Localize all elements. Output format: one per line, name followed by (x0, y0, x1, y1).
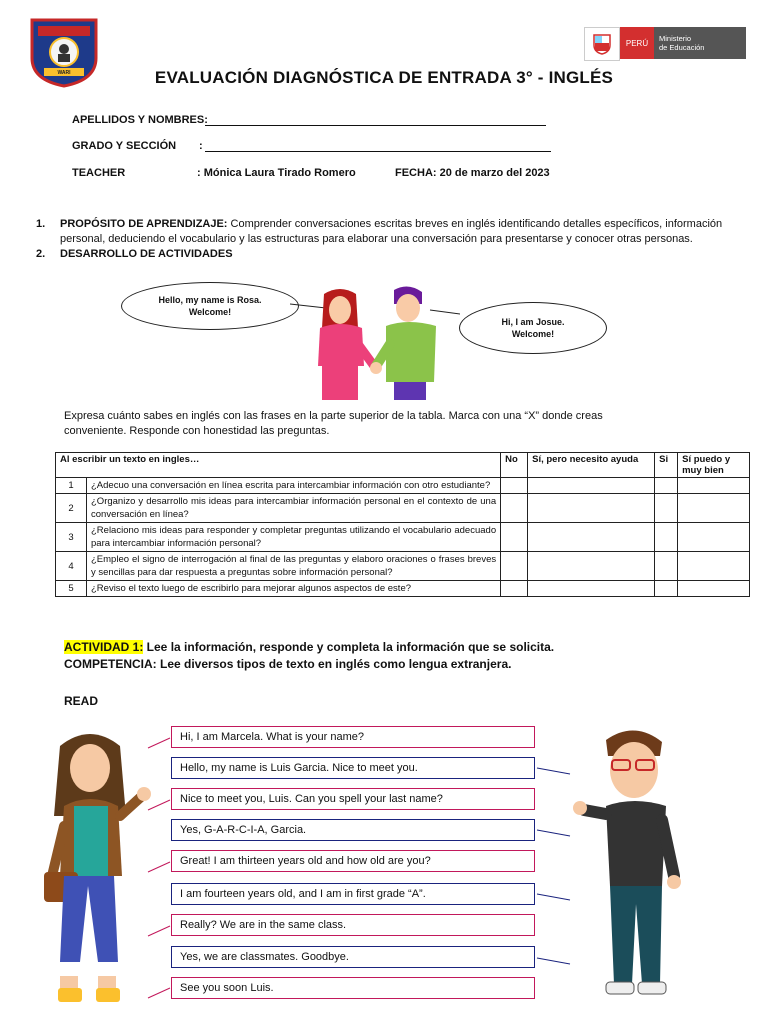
date-value: FECHA: 20 de marzo del 2023 (395, 167, 550, 179)
ministry-name-line-1: Ministerio (659, 34, 692, 43)
read-heading: READ (64, 694, 99, 708)
cell-no[interactable] (501, 552, 528, 581)
dialogue-line-1: Hi, I am Marcela. What is your name? (171, 726, 535, 748)
col-header-statement: Al escribir un texto en ingles… (56, 453, 501, 478)
section-2-number: 2. (36, 248, 46, 260)
dialogue-line-5: Great! I am thirteen years old and how old are you? (171, 850, 535, 872)
row-question: ¿Adecuo una conversación en línea escrita para intercambiar información con otro estudiante? (87, 478, 501, 494)
page-title: EVALUACIÓN DIAGNÓSTICA DE ENTRADA 3° - INGLÉS (154, 68, 614, 87)
row-number: 1 (56, 478, 87, 494)
col-header-yes-well: Sí puedo y muy bien (678, 453, 750, 478)
bubble-rosa-line-1: Hello, my name is Rosa. (158, 295, 262, 305)
cell-yes[interactable] (655, 581, 678, 597)
row-number: 3 (56, 523, 87, 552)
bubble-josue-line-1: Hi, I am Josue. (501, 317, 565, 327)
cell-yes-well[interactable] (678, 478, 750, 494)
section-1-text: Comprender conversaciones escritas breves en inglés identificando detalles específicos, información personal, deduciendo el vocabulario y las estructuras para elaborar una conversación para presentarse y conocer otras personas. (60, 218, 723, 245)
table-row (56, 523, 750, 552)
cell-yes-well[interactable] (678, 581, 750, 597)
row-number: 5 (56, 581, 87, 597)
ministry-logo (584, 27, 746, 59)
table-row (56, 552, 750, 581)
table-instructions: Expresa cuánto sabes en inglés con las frases en la parte superior de la tabla. Marca con una “X” donde creas conveniente. Responde con honestidad las preguntas. (64, 410, 603, 437)
bubble-josue-line-2: Welcome! (511, 329, 555, 339)
dialogue-line-8: Yes, we are classmates. Goodbye. (171, 946, 535, 968)
cell-yes-help[interactable] (528, 552, 655, 581)
col-header-yes: Si (655, 453, 678, 478)
teacher-value: : Mónica Laura Tirado Romero (197, 167, 356, 179)
section-2-label: DESARROLLO DE ACTIVIDADES (60, 248, 233, 260)
bubble-rosa-line-2: Welcome! (188, 307, 232, 317)
name-field[interactable] (205, 115, 546, 126)
cell-yes[interactable] (655, 494, 678, 523)
activity-text: Lee la información, responde y completa la información que se solicita. (143, 640, 555, 654)
dialogue-line-4: Yes, G-A-R-C-I-A, Garcia. (171, 819, 535, 841)
activity-label: ACTIVIDAD 1: (64, 640, 144, 654)
row-question: ¿Organizo y desarrollo mis ideas para intercambiar información personal en el contexto de una conversación en línea? (87, 494, 501, 523)
col-header-no: No (501, 453, 528, 478)
cell-no[interactable] (501, 581, 528, 597)
table-header-row (56, 453, 750, 478)
cell-yes-well[interactable] (678, 552, 750, 581)
cell-yes-help[interactable] (528, 494, 655, 523)
cell-no[interactable] (501, 523, 528, 552)
cell-yes-help[interactable] (528, 581, 655, 597)
grade-field[interactable] (205, 141, 551, 152)
activity-instruction (64, 640, 554, 654)
row-number: 4 (56, 552, 87, 581)
dialogue-connectors (140, 726, 580, 1006)
section-1-label: PROPÓSITO DE APRENDIZAJE: (60, 218, 228, 230)
dialogue-line-9: See you soon Luis. (171, 977, 535, 999)
col-header-yes-help: Sí, pero necesito ayuda (528, 453, 655, 478)
self-evaluation-table (55, 452, 750, 597)
ministry-name (654, 27, 746, 59)
cell-yes-well[interactable] (678, 523, 750, 552)
cell-yes[interactable] (655, 478, 678, 494)
grade-label: GRADO Y SECCIÓN (72, 140, 177, 152)
luis-illustration (570, 726, 690, 1002)
name-label: APELLIDOS Y NOMBRES: (72, 114, 208, 126)
teacher-label: TEACHER (72, 167, 126, 179)
rosa-josue-illustration (290, 286, 460, 402)
section-1-purpose (60, 217, 750, 247)
speech-bubble-rosa (121, 282, 299, 330)
dialogue-line-2: Hello, my name is Luis Garcia. Nice to meet you. (171, 757, 535, 779)
competence-line (64, 657, 511, 671)
row-number: 2 (56, 494, 87, 523)
grade-colon: : (199, 140, 203, 152)
svg-text:WARI: WARI (57, 70, 71, 76)
dialogue-line-3: Nice to meet you, Luis. Can you spell your last name? (171, 788, 535, 810)
row-question: ¿Reviso el texto luego de escribirlo para mejorar algunos aspectos de este? (87, 581, 501, 597)
cell-no[interactable] (501, 478, 528, 494)
ministry-country: PERÚ (620, 27, 654, 59)
cell-yes[interactable] (655, 552, 678, 581)
speech-bubble-josue (459, 302, 607, 354)
section-1-number: 1. (36, 218, 46, 230)
table-row (56, 494, 750, 523)
ministry-name-line-2: de Educación (659, 43, 705, 52)
competence-label: COMPETENCIA: (64, 657, 157, 671)
competence-text: Lee diversos tipos de texto en inglés como lengua extranjera. (156, 657, 512, 671)
cell-yes-help[interactable] (528, 523, 655, 552)
row-question: ¿Empleo el signo de interrogación al final de las preguntas y elaboro oraciones o frases breves y sencillas para dar respuesta a preguntas sobre información personal? (87, 552, 501, 581)
cell-no[interactable] (501, 494, 528, 523)
dialogue-line-6: I am fourteen years old, and I am in first grade “A”. (171, 883, 535, 905)
cell-yes-well[interactable] (678, 494, 750, 523)
row-question: ¿Relaciono mis ideas para responder y completar preguntas utilizando el vocabulario adecuado para intercambiar información personal? (87, 523, 501, 552)
peru-shield-icon (584, 27, 620, 61)
cell-yes[interactable] (655, 523, 678, 552)
table-row (56, 478, 750, 494)
dialogue-line-7: Really? We are in the same class. (171, 914, 535, 936)
cell-yes-help[interactable] (528, 478, 655, 494)
table-row (56, 581, 750, 597)
